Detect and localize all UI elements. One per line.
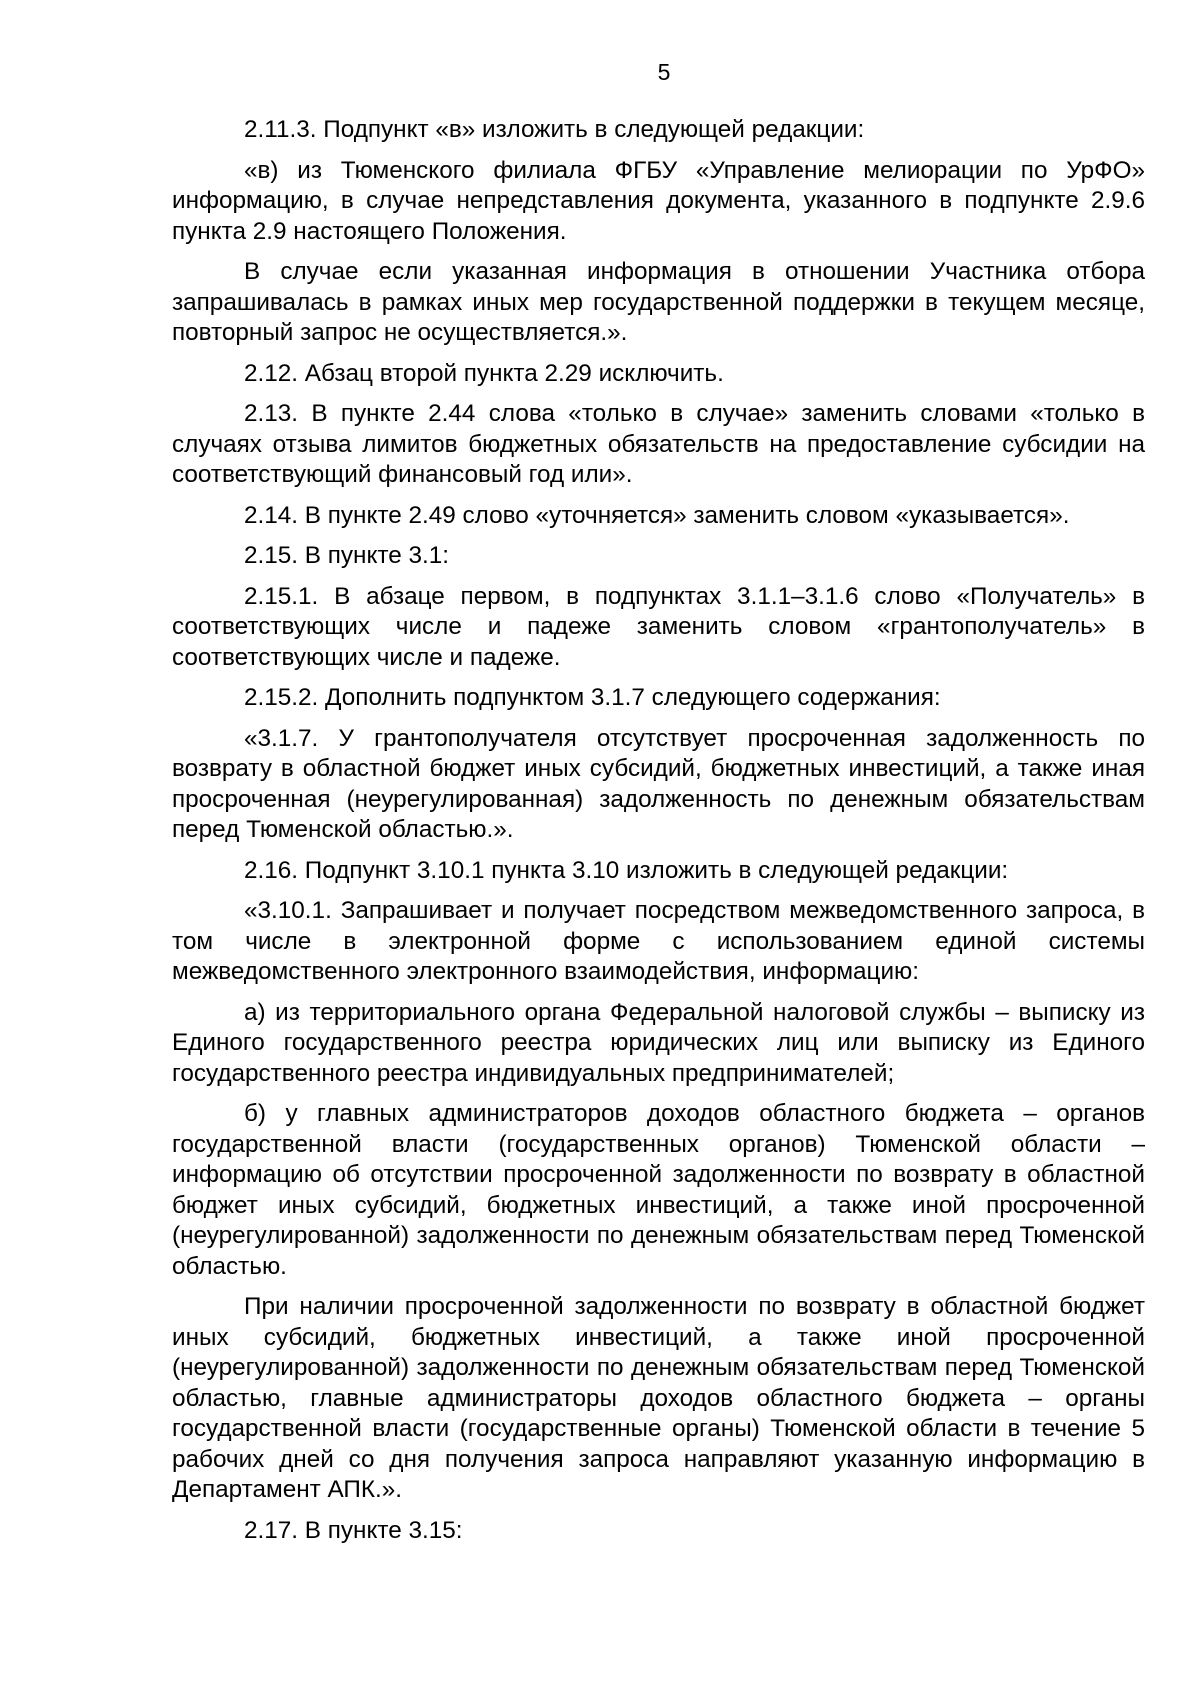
paragraph-2-15: 2.15. В пункте 3.1: [244,542,450,569]
paragraph-2-16: 2.16. Подпункт 3.10.1 пункта 3.10 изложить в следующей редакции: [244,856,1009,884]
paragraph-2-15-1: 2.15.1. В абзаце первом, в подпунктах 3.1.1–3.1.6 слово «Получатель» в соответствующих числе и падеже заменить словом «грантополучатель» в соответствующих числе и падеже. [172,582,1145,671]
paragraph-2-14: 2.14. В пункте 2.49 слово «уточняется» заменить словом «указывается». [244,501,1070,529]
paragraph-overdue-debt: При наличии просроченной задолженности по возврату в областной бюджет иных субсидий, бюджетных инвестиций, а также иной просроченной (неурегулированной) задолженности по денежным обязательствам перед Тюменской областью, главные администраторы доходов областного бюджета – органы государственной власти (государственные органы) Тюменской области в течение 5 рабочих дней со дня получения запроса направляют указанную информацию в Департамент АПК.». [172,1293,1145,1503]
paragraph-2-17: 2.17. В пункте 3.15: [244,1516,463,1544]
paragraph-subitem-a: а) из территориального органа Федеральной налоговой службы – выписку из Единого государственного реестра юридических лиц или выписку из Единого государственного реестра индивидуальных предпринимателей; [172,998,1145,1087]
paragraph-3-1-7: «3.1.7. У грантополучателя отсутствует просроченная задолженность по возврату в областной бюджет иных субсидий, бюджетных инвестиций, а также иная просроченная (неурегулированная) задолженность по денежным обязательствам перед Тюменской областью.». [172,724,1145,843]
paragraph-repeat-request: В случае если указанная информация в отношении Участника отбора запрашивалась в рамках иных мер государственной поддержки в текущем месяце, повторный запрос не осуществляется.». [172,258,1145,346]
paragraph-2-15-2: 2.15.2. Дополнить подпунктом 3.1.7 следующего содержания: [244,684,941,711]
paragraph-subitem-v: «в) из Тюменского филиала ФГБУ «Управление мелиорации по УрФО» информацию, в случае непредставления документа, указанного в подпункте 2.9.6 пункта 2.9 настоящего Положения. [172,156,1145,245]
paragraph-2-13: 2.13. В пункте 2.44 слова «только в случае» заменить словами «только в случаях отзыва лимитов бюджетных обязательств на предоставление субсидии на соответствующий финансовый год или». [172,400,1145,488]
document-body [172,115,1145,1556]
paragraph-subitem-b: б) у главных администраторов доходов областного бюджета – органов государственной власти (государственных органов) Тюменской области – информацию об отсутствии просроченной задолженности по возврату в областной бюджет иных субсидий, бюджетных инвестиций, а также иной просроченной (неурегулированной) задолженности по денежным обязательствам перед Тюменской областью. [172,1100,1145,1280]
paragraph-3-10-1: «3.10.1. Запрашивает и получает посредством межведомственного запроса, в том числе в электронной форме с использованием единой системы межведомственного электронного взаимодействия, информацию: [172,897,1145,985]
page-number: 5 [657,59,671,85]
paragraph-2-12: 2.12. Абзац второй пункта 2.29 исключить. [244,359,724,387]
paragraph-2-11-3-heading: 2.11.3. Подпункт «в» изложить в следующей редакции: [244,116,865,143]
